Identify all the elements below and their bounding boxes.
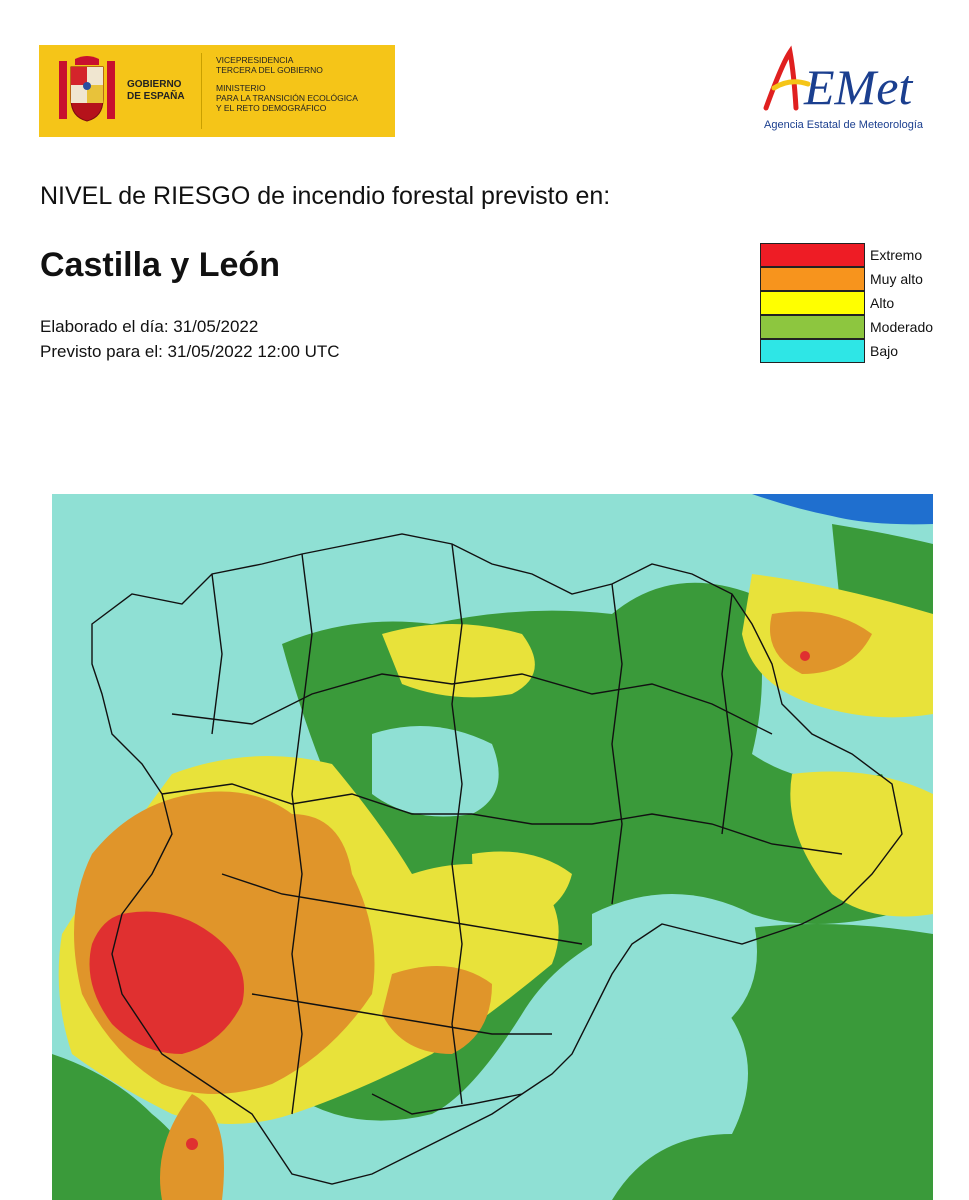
legend-item-extremo [760,243,960,267]
forecast-date: Previsto para el: 31/05/2022 12:00 UTC [40,342,340,361]
legend-swatch [760,267,865,291]
risk-area-bajo [372,726,499,817]
legend-item-muy-alto [760,267,960,291]
risk-area-extremo [186,1138,198,1150]
elaborated-date: Elaborado el día: 31/05/2022 [40,317,259,336]
report-heading: NIVEL de RIESGO de incendio forestal previsto en: [40,182,611,210]
aemet-subtitle: Agencia Estatal de Meteorología [764,119,923,131]
legend-label: Alto [870,295,895,311]
coat-of-arms-icon [55,55,119,127]
logo-divider [201,53,202,129]
ministry-text: VICEPRESIDENCIA TERCERA DEL GOBIERNO MINISTERIO PARA LA TRANSICIÓN ECOLÓGICA Y EL RETO DEMOGRÁFICO [216,55,358,113]
risk-area-extremo [800,651,810,661]
aemet-wordmark: EMet [804,59,913,115]
legend-label: Muy alto [870,271,923,287]
aemet-wordmark-icon [760,44,950,116]
legend-swatch [760,291,865,315]
legend-label: Extremo [870,247,923,263]
legend-item-alto [760,291,960,315]
legend-item-bajo [760,339,960,363]
legend-swatch [760,315,865,339]
legend-swatch [760,339,865,363]
legend-label: Bajo [870,343,899,359]
legend-label: Moderado [870,319,934,335]
government-logo [39,45,395,137]
aemet-logo [760,44,950,139]
legend-swatch [760,243,865,267]
risk-map-svg [52,494,933,1200]
region-title: Castilla y León [40,246,280,284]
gobierno-text: GOBIERNO DE ESPAÑA [127,79,185,102]
fire-risk-map [52,494,933,1200]
legend-item-moderado [760,315,960,339]
